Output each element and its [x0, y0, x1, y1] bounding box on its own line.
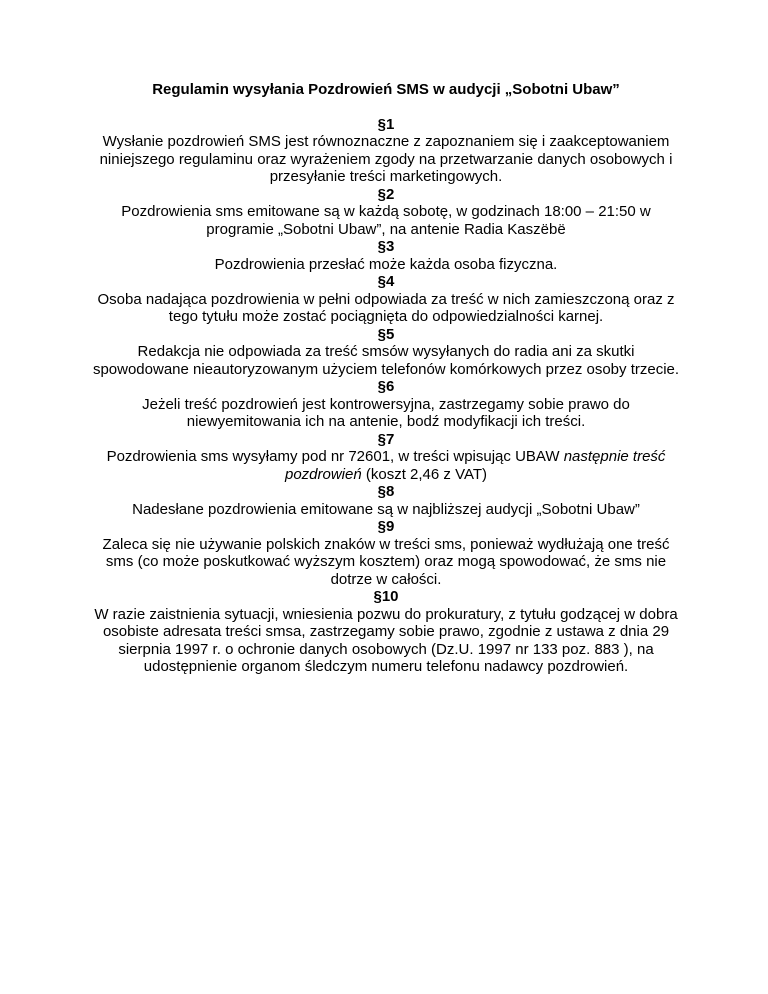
- section-4-heading: §4: [377, 273, 395, 290]
- section-6-text: Jeżeli treść pozdrowień jest kontrowersyjna, zastrzegamy sobie prawo do niewyemitowania ich na antenie, bodź modyfikacji ich treści.: [142, 395, 630, 430]
- section-8-text: Nadesłane pozdrowienia emitowane są w najbliższej audycji „Sobotni Ubaw”: [132, 500, 640, 518]
- section-2-text: Pozdrowienia sms emitowane są w każdą sobotę, w godzinach 18:00 – 21:50 w programie „Sobotni Ubaw”, na antenie Radia Kaszëbë: [121, 203, 651, 238]
- section-10-heading: §10: [373, 588, 399, 605]
- section-3-text: Pozdrowienia przesłać może każda osoba fizyczna.: [214, 255, 558, 273]
- document-title: Regulamin wysyłania Pozdrowień SMS w audycji „Sobotni Ubaw”: [152, 81, 620, 98]
- section-7-text-before: Pozdrowienia sms wysyłamy pod nr 72601, w treści wpisując UBAW: [106, 448, 564, 465]
- document-page: [88, 81, 684, 676]
- section-1-text: Wysłanie pozdrowień SMS jest równoznaczne z zapoznaniem się i zaakceptowaniem niniejszego regulaminu oraz wyrażeniem zgody na przetwarzanie danych osobowych i przesyłanie treści marketingowych.: [99, 133, 673, 185]
- section-3-heading: §3: [377, 238, 395, 255]
- section-1-heading: §1: [377, 115, 395, 133]
- section-4-text: Osoba nadająca pozdrowienia w pełni odpowiada za treść w nich zamieszczoną oraz z tego tytułu może zostać pociągnięta do odpowiedzialności karnej.: [97, 290, 675, 325]
- section-2-heading: §2: [377, 185, 395, 203]
- section-9-heading: §9: [377, 518, 395, 535]
- section-10-text: W razie zaistnienia sytuacji, wniesienia pozwu do prokuratury, z tytułu godzącej w dobra osobiste adresata treści smsa, zastrzegamy sobie prawo, zgodnie z ustawa z dnia 29 sierpnia 1997 r. o ochronie danych osobowych (Dz.U. 1997 nr 133 poz. 883 ), na udostępnienie organom śledczym numeru telefonu nadawcy pozdrowień.: [94, 605, 678, 675]
- section-9-text: Zaleca się nie używanie polskich znaków w treści sms, ponieważ wydłużają one treść sms (co może poskutkować wyższym kosztem) oraz mogą spowodować, że sms nie dotrze w całości.: [102, 535, 670, 588]
- section-5-text: Redakcja nie odpowiada za treść smsów wysyłanych do radia ani za skutki spowodowane nieautoryzowanym użyciem telefonów komórkowych przez osoby trzecie.: [92, 343, 680, 378]
- section-6-heading: §6: [377, 378, 395, 395]
- section-5-heading: §5: [377, 325, 395, 343]
- section-7-text-italic: następnie treść pozdrowień: [284, 448, 666, 483]
- section-7-text-after: (koszt 2,46 z VAT): [361, 465, 488, 483]
- section-7-heading: §7: [377, 430, 395, 448]
- section-7-text: [88, 448, 684, 483]
- section-8-heading: §8: [377, 483, 395, 500]
